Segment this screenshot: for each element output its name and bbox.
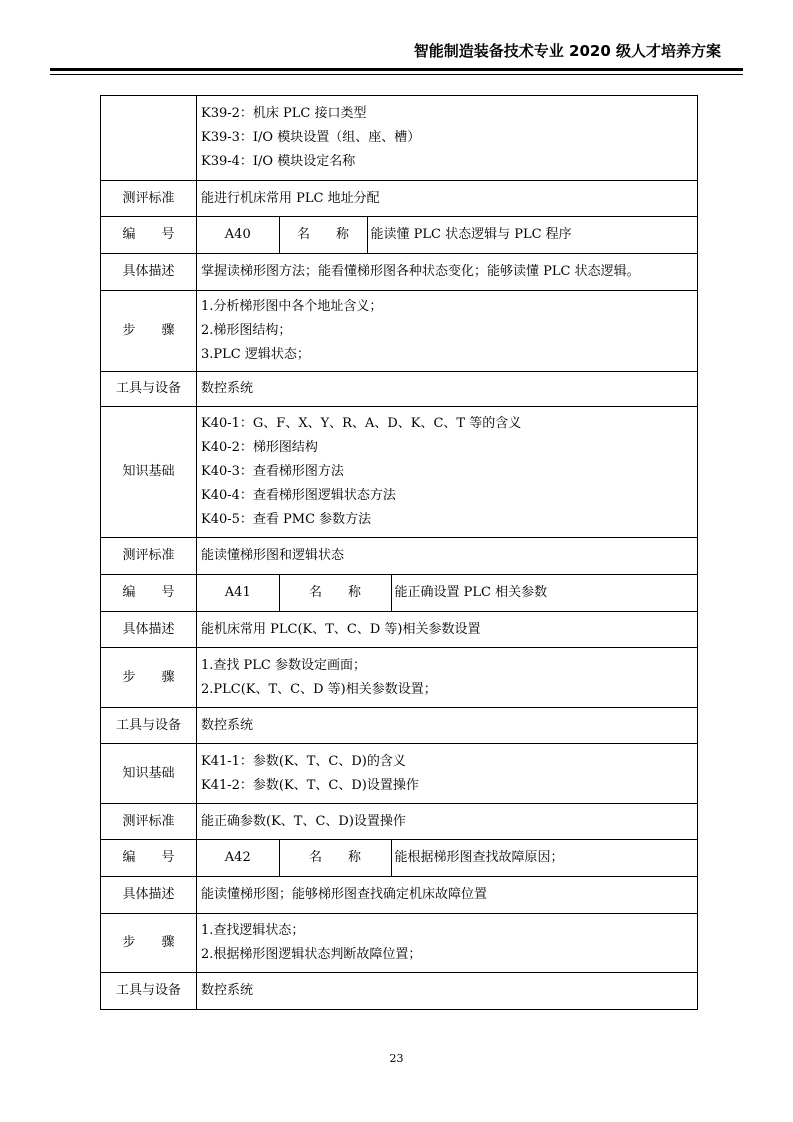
name-label: 名 称: [279, 217, 367, 253]
table-row: [101, 914, 698, 973]
item-code: A40: [224, 227, 251, 242]
name-label: 名 称: [279, 575, 391, 611]
knowledge-list: [197, 96, 698, 181]
table-row: [101, 538, 698, 575]
table-row: [101, 744, 698, 804]
table-row: [101, 291, 698, 372]
row-content: 能读懂梯形图；能够梯形图查找确定机床故障位置: [197, 877, 698, 914]
item-code: A42: [224, 850, 251, 865]
list-item: K39-4：I/O 模块设定名称: [201, 154, 356, 169]
list-item: K41-2：参数(K、T、C、D)设置操作: [201, 777, 419, 793]
list-item: K40-2：梯形图结构: [201, 440, 318, 455]
list-item: K40-4：查看梯形图逻辑状态方法: [201, 488, 396, 503]
row-label: 具体描述: [101, 612, 197, 648]
row-label: 测评标准: [101, 804, 197, 840]
row-label: 编 号: [101, 840, 197, 877]
list-item: K40-3：查看梯形图方法: [201, 464, 344, 479]
row-content: 掌握读梯形图方法；能看懂梯形图各种状态变化；能够读懂 PLC 状态逻辑。: [197, 254, 698, 291]
row-label: 具体描述: [101, 877, 197, 914]
row-label: 具体描述: [101, 254, 197, 291]
page-number: 23: [389, 1052, 404, 1065]
row-content: 能读懂梯形图和逻辑状态: [197, 538, 698, 575]
steps-list: [197, 291, 698, 372]
list-item: 2.PLC(K、T、C、D 等)相关参数设置；: [201, 681, 437, 697]
table-row: [101, 648, 698, 708]
row-label: 知识基础: [101, 744, 197, 804]
row-content: 能进行机床常用 PLC 地址分配: [197, 181, 698, 217]
table-row: [101, 973, 698, 1010]
row-label: 测评标准: [101, 181, 197, 217]
row-label: 步 骤: [101, 914, 197, 973]
table-row: [101, 840, 698, 877]
header-rule-thick: [50, 68, 743, 71]
table-row: [101, 804, 698, 840]
list-item: 1.分析梯形图中各个地址含义；: [201, 299, 383, 314]
list-item: 1.查找逻辑状态；: [201, 923, 305, 938]
item-name: 能正确设置 PLC 相关参数: [391, 575, 697, 611]
row-label: 步 骤: [101, 291, 197, 372]
row-label: 知识基础: [101, 407, 197, 538]
knowledge-list: [197, 407, 698, 538]
list-item: 2.根据梯形图逻辑状态判断故障位置；: [201, 947, 422, 962]
item-code: A41: [224, 585, 251, 600]
row-content: 能正确参数(K、T、C、D)设置操作: [197, 804, 698, 840]
steps-list: [197, 648, 698, 708]
row-label: 工具与设备: [101, 372, 197, 407]
row-label: 测评标准: [101, 538, 197, 575]
table-row: [101, 181, 698, 217]
table-row: [101, 254, 698, 291]
row-content: 数控系统: [197, 708, 698, 744]
table-row: [101, 407, 698, 538]
steps-list: [197, 914, 698, 973]
item-name: 能根据梯形图查找故障原因；: [391, 840, 697, 876]
knowledge-list: [197, 744, 698, 804]
list-item: 3.PLC 逻辑状态；: [201, 347, 310, 362]
table-row: [101, 575, 698, 612]
empty-label-cell: [101, 96, 197, 181]
row-label: 工具与设备: [101, 708, 197, 744]
document-header-title: 智能制造装备技术专业 2020 级人才培养方案: [413, 42, 721, 60]
list-item: K39-3：I/O 模块设置（组、座、槽）: [201, 130, 421, 145]
training-plan-table: [100, 95, 698, 1010]
table-row: [101, 708, 698, 744]
row-label: 编 号: [101, 217, 197, 254]
table-row: [101, 877, 698, 914]
list-item: K41-1：参数(K、T、C、D)的含义: [201, 753, 406, 769]
list-item: K40-5：查看 PMC 参数方法: [201, 512, 372, 527]
list-item: K40-1：G、F、X、Y、R、A、D、K、C、T 等的含义: [201, 416, 522, 431]
list-item: 2.梯形图结构；: [201, 323, 292, 338]
header-rule-thin: [50, 74, 743, 75]
table-row: [101, 96, 698, 181]
table-row: [101, 217, 698, 254]
list-item: K39-2：机床 PLC 接口类型: [201, 106, 367, 121]
row-content: 能机床常用 PLC(K、T、C、D 等)相关参数设置: [197, 612, 698, 648]
row-label: 步 骤: [101, 648, 197, 708]
name-label: 名 称: [279, 840, 391, 876]
table-row: [101, 612, 698, 648]
table-row: [101, 372, 698, 407]
row-content: 数控系统: [197, 372, 698, 407]
list-item: 1.查找 PLC 参数设定画面；: [201, 657, 366, 673]
row-label: 工具与设备: [101, 973, 197, 1010]
row-content: 数控系统: [197, 973, 698, 1010]
row-label: 编 号: [101, 575, 197, 612]
item-name: 能读懂 PLC 状态逻辑与 PLC 程序: [367, 217, 697, 253]
